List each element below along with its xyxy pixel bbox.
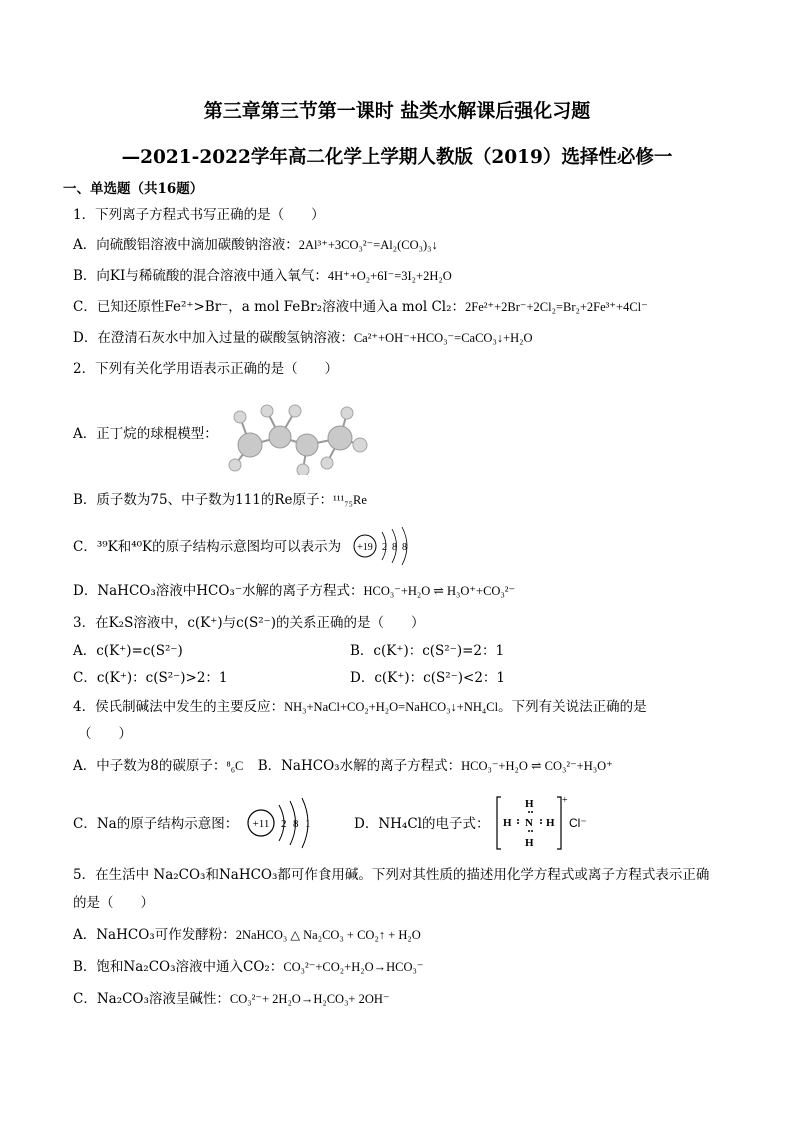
q5-stem: 5．在生活中 Na₂CO₃和NaHCO₃都可作食用碱。下列对其性质的描述用化学方程式或离子方程式表示正确	[73, 867, 710, 883]
q4-option-b: B．NaHCO₃水解的离子方程式：	[257, 758, 462, 774]
q4-option-a: A．中子数为8的碳原子：	[73, 758, 227, 774]
butane-ball-stick-model	[215, 395, 380, 475]
q1-option-b: B．向KI与稀硫酸的混合溶液中通入氧气：4H⁺+O₂+6I⁻=3I₂+2H₂O	[73, 268, 452, 284]
q5-option-b: B．饱和Na₂CO₃溶液中通入CO₂：CO₃²⁻+CO₂+H₂O→HCO₃⁻	[73, 959, 424, 975]
svg-text:8: 8	[402, 542, 407, 553]
q3-option-b: B．c(K⁺)：c(S²⁻)=2：1	[350, 643, 505, 659]
q2-option-a: A．正丁烷的球棍模型：	[73, 426, 218, 442]
q2-stem: 2．下列有关化学用语表示正确的是（ ）	[73, 361, 339, 377]
q5-option-a: A．NaHCO₃可作发酵粉：2NaHCO₃ △ Na₂CO₃ + CO₂↑ + H₂O	[73, 927, 421, 943]
q5-stem-end: 的是（ ）	[73, 895, 154, 911]
svg-text:+: +	[562, 795, 568, 806]
carbon-atom	[238, 433, 262, 457]
q4-stem: 4．侯氏制碱法中发生的主要反应：NH₃+NaCl+CO₂+H₂O=NaHCO₃↓+NH₄Cl。下列有关说法正确的是	[73, 699, 647, 715]
q1-option-a: A．向硫酸铝溶液中滴加碳酸钠溶液：2Al³⁺+3CO₃²⁻=Al₂(CO₃)₃↓	[73, 237, 438, 253]
q2-option-c: C．³⁹K和⁴⁰K的原子结构示意图均可以表示为	[73, 539, 342, 555]
q3-option-a: A．c(K⁺)=c(S²⁻)	[73, 643, 183, 659]
svg-text:H: H	[546, 817, 555, 829]
ammonium-chloride-electron-formula	[495, 793, 595, 853]
potassium-atom-structure-diagram	[352, 524, 422, 568]
q2-option-d: D．NaHCO₃溶液中HCO₃⁻水解的离子方程式：HCO₃⁻+H₂O ⇌ H₃O⁺+CO₃²⁻	[73, 583, 516, 599]
svg-text:+19: +19	[357, 542, 373, 553]
svg-text:1: 1	[305, 818, 311, 830]
section-heading: 一、单选题（共16题）	[63, 181, 204, 197]
svg-text:H: H	[503, 817, 512, 829]
q3-option-c: C．c(K⁺)：c(S²⁻)>2：1	[73, 670, 228, 686]
q5-option-c: C．Na₂CO₃溶液呈碱性：CO₃²⁻+ 2H₂O→H₂CO₃+ 2OH⁻	[73, 991, 390, 1007]
q2-option-b: B．质子数为75、中子数为111的Re原子：¹¹¹₇₅Re	[73, 492, 367, 508]
q4-option-c: C．Na的原子结构示意图：	[73, 816, 239, 832]
svg-text:H: H	[525, 837, 534, 849]
q1-stem: 1．下列离子方程式书写正确的是（ ）	[73, 207, 325, 223]
title-line-1: 第三章第三节第一课时 盐类水解课后强化习题	[203, 100, 591, 122]
svg-text:+11: +11	[252, 818, 270, 830]
carbon-atom	[269, 426, 291, 448]
q3-option-d: D．c(K⁺)：c(S²⁻)<2：1	[350, 670, 505, 686]
svg-text:8: 8	[392, 542, 397, 553]
svg-text:2: 2	[281, 818, 287, 830]
svg-text:Cl⁻: Cl⁻	[569, 816, 587, 830]
q4-option-d: D．NH₄Cl的电子式：	[354, 816, 490, 832]
carbon-atom	[328, 426, 352, 450]
svg-text:H: H	[525, 798, 534, 810]
title-line-2: —2021-2022学年高二化学上学期人教版（2019）选择性必修一	[121, 147, 673, 168]
q4-option-a-b: A．中子数为8的碳原子：⁸₆C B．NaHCO₃水解的离子方程式：HCO₃⁻+H₂O ⇌ CO₃²⁻+H₃O⁺	[73, 758, 613, 774]
carbon-atom	[296, 434, 318, 456]
sodium-atom-structure-diagram	[245, 795, 325, 851]
q3-stem: 3．在K₂S溶液中，c(K⁺)与c(S²⁻)的关系正确的是（ ）	[73, 615, 425, 631]
q1-option-d: D．在澄清石灰水中加入过量的碳酸氢钠溶液：Ca²⁺+OH⁻+HCO₃⁻=CaCO₃↓+H₂O	[73, 330, 533, 346]
svg-text:8: 8	[293, 818, 299, 830]
q1-option-c: C．已知还原性Fe²⁺>Br⁻，a mol FeBr₂溶液中通入a mol Cl₂：2Fe²⁺+2Br⁻+2Cl₂=Br₂+2Fe³⁺+4Cl⁻	[73, 299, 648, 315]
q4-stem-end: （ ）	[78, 726, 132, 742]
svg-text:2: 2	[382, 542, 387, 553]
svg-text:N: N	[525, 817, 533, 829]
